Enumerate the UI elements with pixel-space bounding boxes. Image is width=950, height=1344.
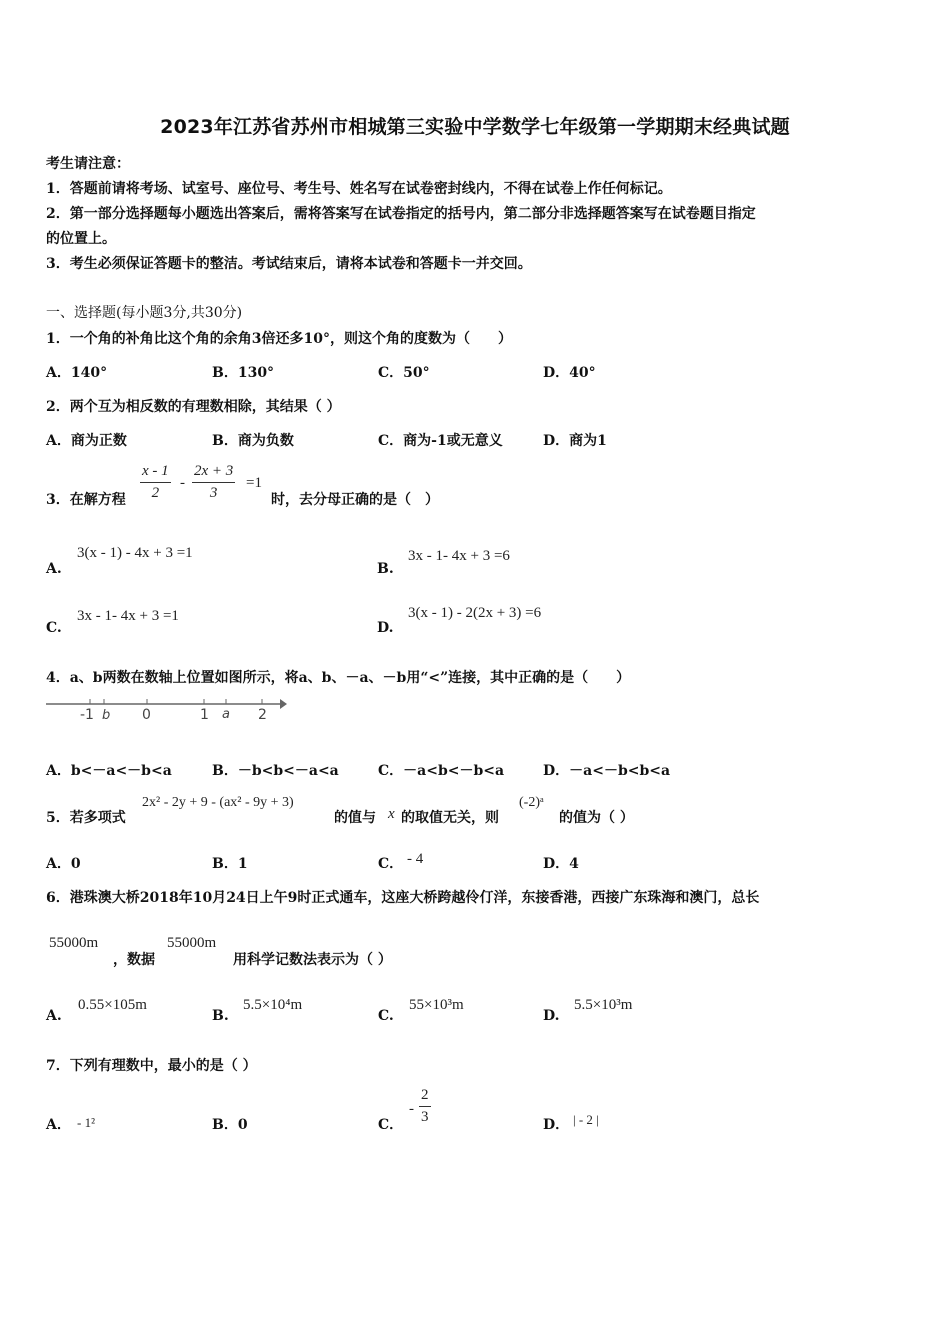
- q3-suffix: 时，去分母正确的是（ ）: [271, 492, 439, 508]
- q3-label-a: A.: [46, 561, 62, 577]
- q7-option-a-value: - 1²: [77, 1115, 95, 1130]
- q6-mid: ，数据: [113, 952, 155, 968]
- q5-polynomial: 2x² - 2y + 9 - (ax² - 9y + 3): [142, 795, 294, 810]
- q3-label-c: C.: [46, 620, 62, 636]
- axis-label-2: 2: [258, 707, 267, 723]
- q3-option-d: 3(x - 1) - 2(2x + 3) =6: [408, 605, 542, 621]
- q6-stem: 6．港珠澳大桥2018年10月24日上午9时正式通车，这座大桥跨越伶仃洋，东接香港，西接广东珠海和澳门，总长: [46, 890, 760, 906]
- q7-option-c-sign: -: [409, 1101, 414, 1117]
- notice-item-3: 3．考生必须保证答题卡的整洁。考试结束后，请将本试卷和答题卡一并交回。: [46, 256, 532, 272]
- q4-option-a: A．b<－a<－b<a: [46, 763, 172, 779]
- q7-option-c: C．: [378, 1117, 404, 1133]
- q5-var: x: [388, 806, 395, 822]
- axis-label-b: b: [102, 708, 111, 723]
- q3-label-d: D.: [377, 620, 394, 636]
- q6-length-2: 55000m: [167, 935, 217, 951]
- notice-item-2: 2．第一部分选择题每小题选出答案后，需将答案写在试卷指定的括号内，第二部分非选择题答案写在试卷题目指定: [46, 206, 756, 222]
- q7-option-d-value: | - 2 |: [573, 1112, 599, 1127]
- q5-prefix: 5．若多项式: [46, 810, 126, 826]
- q3-option-a: 3(x - 1) - 4x + 3 =1: [77, 545, 193, 561]
- q1-option-a: A．140°: [46, 365, 108, 381]
- q2-option-d: D．商为1: [543, 433, 607, 449]
- q3-label-b: B.: [377, 561, 394, 577]
- q3-equals: =1: [246, 475, 262, 491]
- q2-option-a: A．商为正数: [46, 433, 127, 449]
- q4-option-c: C．－a<b<－b<a: [378, 763, 505, 779]
- number-line-figure: [44, 694, 288, 728]
- q3-option-b: 3x - 1- 4x + 3 =6: [408, 548, 510, 564]
- q7-option-a: A．: [46, 1117, 71, 1133]
- q3-option-c: 3x - 1- 4x + 3 =1: [77, 608, 179, 624]
- q6-label-d: D.: [543, 1008, 560, 1024]
- q1-option-d: D．40°: [543, 365, 596, 381]
- page-title: 2023年江苏省苏州市相城第三实验中学数学七年级第一学期期末经典试题: [160, 116, 790, 138]
- q5-suffix: 的值为（ ）: [559, 810, 634, 826]
- q3-prefix: 3．在解方程: [46, 492, 126, 508]
- q6-option-d: 5.5×10³m: [574, 997, 633, 1013]
- q4-option-b: B．－b<b<－a<a: [212, 763, 339, 779]
- q1-option-c: C．50°: [378, 365, 430, 381]
- axis-label-0: 0: [142, 707, 151, 723]
- q3-fraction-2: [192, 463, 235, 502]
- axis-label-a: a: [222, 707, 230, 722]
- q1-stem: 1．一个角的补角比这个角的余角3倍还多10°，则这个角的度数为（ ）: [46, 331, 512, 347]
- q7-option-b: B．0: [212, 1117, 248, 1133]
- q6-suffix: 用科学记数法表示为（ ）: [233, 952, 392, 968]
- q3-fraction-1-num: x - 1: [140, 463, 171, 483]
- axis-label-neg1: -1: [80, 707, 94, 723]
- q5-option-a: A．0: [46, 856, 81, 872]
- q6-label-b: B.: [212, 1008, 229, 1024]
- q7-option-d: D．: [543, 1117, 570, 1133]
- q6-label-c: C.: [378, 1008, 394, 1024]
- q3-fraction-1-den: 2: [151, 485, 160, 501]
- q6-length-1: 55000m: [49, 935, 99, 951]
- q5-power: (-2)ᵃ: [519, 795, 544, 810]
- q6-option-b: 5.5×10⁴m: [243, 997, 303, 1013]
- q2-stem: 2．两个互为相反数的有理数相除，其结果（ ）: [46, 399, 341, 415]
- q7-option-c-num: 2: [419, 1087, 431, 1107]
- q2-option-c: C．商为-1或无意义: [378, 433, 503, 449]
- q5-option-b: B．1: [212, 856, 248, 872]
- q7-option-c-fraction: [419, 1087, 431, 1126]
- q5-option-d: D．4: [543, 856, 579, 872]
- q3-fraction-1: [140, 463, 171, 502]
- q3-fraction-2-den: 3: [209, 485, 218, 501]
- q4-option-d: D．－a<－b<b<a: [543, 763, 671, 779]
- q5-mid1: 的值与: [334, 810, 376, 826]
- notice-heading: 考生请注意：: [46, 156, 130, 172]
- q5-mid2: 的取值无关，则: [401, 810, 499, 826]
- q6-option-c: 55×10³m: [409, 997, 464, 1013]
- q5-option-c: C．: [378, 856, 404, 872]
- q7-option-c-den: 3: [421, 1109, 429, 1125]
- section-heading: 一、选择题(每小题3分,共30分): [46, 305, 243, 321]
- q2-option-b: B．商为负数: [212, 433, 294, 449]
- q1-option-b: B．130°: [212, 365, 275, 381]
- q5-option-c-value: - 4: [407, 851, 424, 867]
- q6-label-a: A.: [46, 1008, 62, 1024]
- q3-fraction-2-num: 2x + 3: [192, 463, 235, 483]
- number-line-arrow: [280, 699, 287, 709]
- q4-stem: 4．a、b两数在数轴上位置如图所示，将a、b、－a、－b用“<”连接，其中正确的是（ ）: [46, 670, 631, 686]
- q7-stem: 7．下列有理数中，最小的是（ ）: [46, 1058, 257, 1074]
- axis-label-1: 1: [200, 707, 209, 723]
- q3-minus: -: [180, 475, 185, 491]
- notice-item-1: 1．答题前请将考场、试室号、座位号、考生号、姓名写在试卷密封线内，不得在试卷上作任何标记。: [46, 181, 672, 197]
- q6-option-a: 0.55×105m: [78, 997, 147, 1013]
- notice-item-2-cont: 的位置上。: [46, 231, 116, 247]
